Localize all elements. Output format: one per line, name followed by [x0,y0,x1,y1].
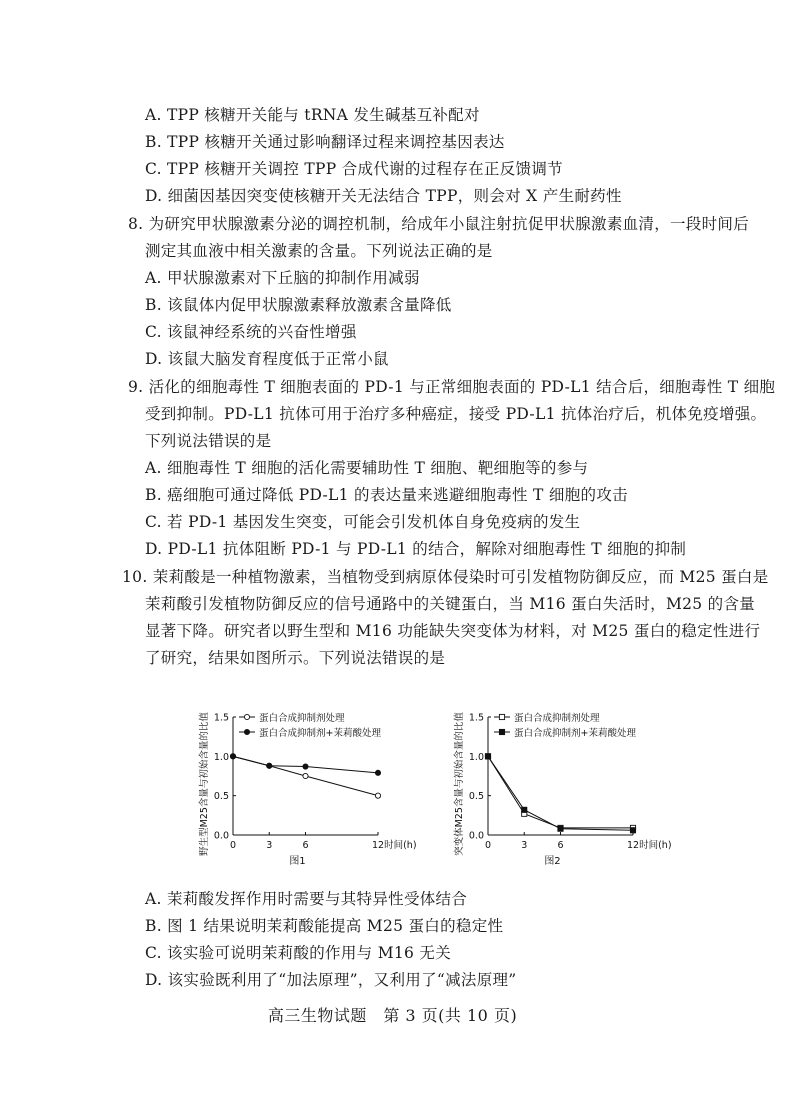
chart1-data-point-0 [303,773,308,778]
chart1-data-point-1 [375,770,380,775]
chart2-legend-marker [499,714,504,719]
chart1-x-tick-label: 3 [266,840,273,851]
chart2-series-line-0 [488,756,633,828]
q8-stem-line-2: 测定其血液中相关激素的含量。下列说法正确的是 [145,242,493,260]
q9-option-a: A. 细胞毒性 T 细胞的活化需要辅助性 T 细胞、靶细胞等的参与 [145,459,589,477]
chart1-y-tick-label: 0.5 [213,791,229,803]
q10-option-b: B. 图 1 结果说明茉莉酸能提高 M25 蛋白的稳定性 [145,917,504,935]
chart2-series-line-1 [488,756,633,830]
chart2-y-tick-label: 1.0 [468,751,484,763]
q10-option-d: D. 该实验既利用了“加法原理”，又利用了“减法原理” [145,971,517,989]
chart2-y-axis-label: 突变体M25含量与初始含量的比值 [454,712,465,856]
chart2-legend-marker [499,729,504,734]
chart2-y-tick-label: 1.5 [468,712,484,724]
chart2-data-point-1 [630,828,635,833]
chart1-data-point-1 [267,763,272,768]
figure-1-chart [195,685,417,875]
chart2-legend-label: 蛋白合成抑制剂处理 [514,713,600,724]
q8-option-b: B. 该鼠体内促甲状腺激素释放激素含量降低 [145,296,452,314]
chart2-legend-label: 蛋白合成抑制剂+茉莉酸处理 [514,728,636,739]
q9-option-b: B. 癌细胞可通过降低 PD-L1 的表达量来逃避细胞毒性 T 细胞的攻击 [145,486,628,504]
chart2-x-tick-label: 12时间(h) [627,840,672,851]
q8-option-c: C. 该鼠神经系统的兴奋性增强 [145,323,357,341]
chart1-data-point-1 [303,764,308,769]
q7-option-c: C. TPP 核糖开关调控 TPP 合成代谢的过程存在正反馈调节 [145,160,563,178]
page-footer: 高三生物试题 第 3 页(共 10 页) [267,1006,518,1025]
q10-option-a: A. 茉莉酸发挥作用时需要与其特异性受体结合 [145,890,468,908]
chart2-data-point-1 [485,754,490,759]
q7-option-a: A. TPP 核糖开关能与 tRNA 发生碱基互补配对 [145,106,480,124]
chart2-x-tick-label: 3 [521,840,528,851]
chart1-x-tick-label: 0 [229,840,237,851]
chart1-legend-marker [244,714,249,719]
chart1-y-axis-label: 野生型M25含量与初始含量的比值 [199,712,210,856]
q10-option-c: C. 该实验可说明茉莉酸的作用与 M16 无关 [145,944,452,962]
chart2-x-tick-label: 0 [484,840,492,851]
q10-stem-line-2: 茉莉酸引发植物防御反应的信号通路中的关键蛋白，当 M16 蛋白失活时，M25 的含量 [145,595,756,613]
chart2-caption: 图2 [544,856,561,867]
chart1-x-tick-label: 6 [302,840,309,851]
q9-option-c: C. 若 PD-1 基因发生突变，可能会引发机体自身免疫病的发生 [145,513,581,531]
q8-option-a: A. 甲状腺激素对下丘脑的抑制作用减弱 [145,269,420,287]
chart2-y-tick-label: 0.5 [468,791,484,803]
q7-option-b: B. TPP 核糖开关通过影响翻译过程来调控基因表达 [145,133,505,151]
chart2-y-tick-label: 0.0 [468,830,484,842]
chart1-legend-label: 蛋白合成抑制剂+茉莉酸处理 [259,728,381,739]
q10-stem-line-3: 显著下降。研究者以野生型和 M16 功能缺失突变体为材料，对 M25 蛋白的稳定性进行 [145,622,761,640]
chart1-y-tick-label: 0.0 [213,830,229,842]
q8-stem-line-1: 8. 为研究甲状腺激素分泌的调控机制，给成年小鼠注射抗促甲状腺激素血清，一段时间后 [128,215,750,233]
q9-stem-line-3: 下列说法错误的是 [145,432,272,450]
chart2-data-point-1 [558,826,563,831]
figure-2-chart [450,685,680,875]
q9-stem-line-1: 9. 活化的细胞毒性 T 细胞表面的 PD-1 与正常细胞表面的 PD-L1 结合后，细胞毒性 T 细胞 [128,378,776,396]
q10-stem-line-1: 10. 茉莉酸是一种植物激素，当植物受到病原体侵染时可引发植物防御反应，而 M25 蛋白是 [122,568,769,586]
chart1-x-tick-label: 12时间(h) [372,840,417,851]
chart1-data-point-0 [375,793,380,798]
chart1-y-tick-label: 1.5 [213,712,229,724]
chart2-data-point-1 [522,807,527,812]
q7-option-d: D. 细菌因基因突变使核糖开关无法结合 TPP，则会对 X 产生耐药性 [145,187,622,205]
q10-stem-line-4: 了研究，结果如图所示。下列说法错误的是 [145,649,446,667]
chart1-y-tick-label: 1.0 [213,751,229,763]
chart1-caption: 图1 [289,856,306,867]
q9-option-d: D. PD-L1 抗体阻断 PD-1 与 PD-L1 的结合，解除对细胞毒性 T 细胞的抑制 [145,540,687,558]
q9-stem-line-2: 受到抑制。PD-L1 抗体可用于治疗多种癌症，接受 PD-L1 抗体治疗后，机体免疫增强。 [145,405,767,423]
chart2-x-tick-label: 6 [557,840,564,851]
chart1-legend-label: 蛋白合成抑制剂处理 [259,713,345,724]
q8-option-d: D. 该鼠大脑发育程度低于正常小鼠 [145,350,389,368]
chart1-legend-marker [244,729,249,734]
chart1-data-point-1 [230,754,235,759]
